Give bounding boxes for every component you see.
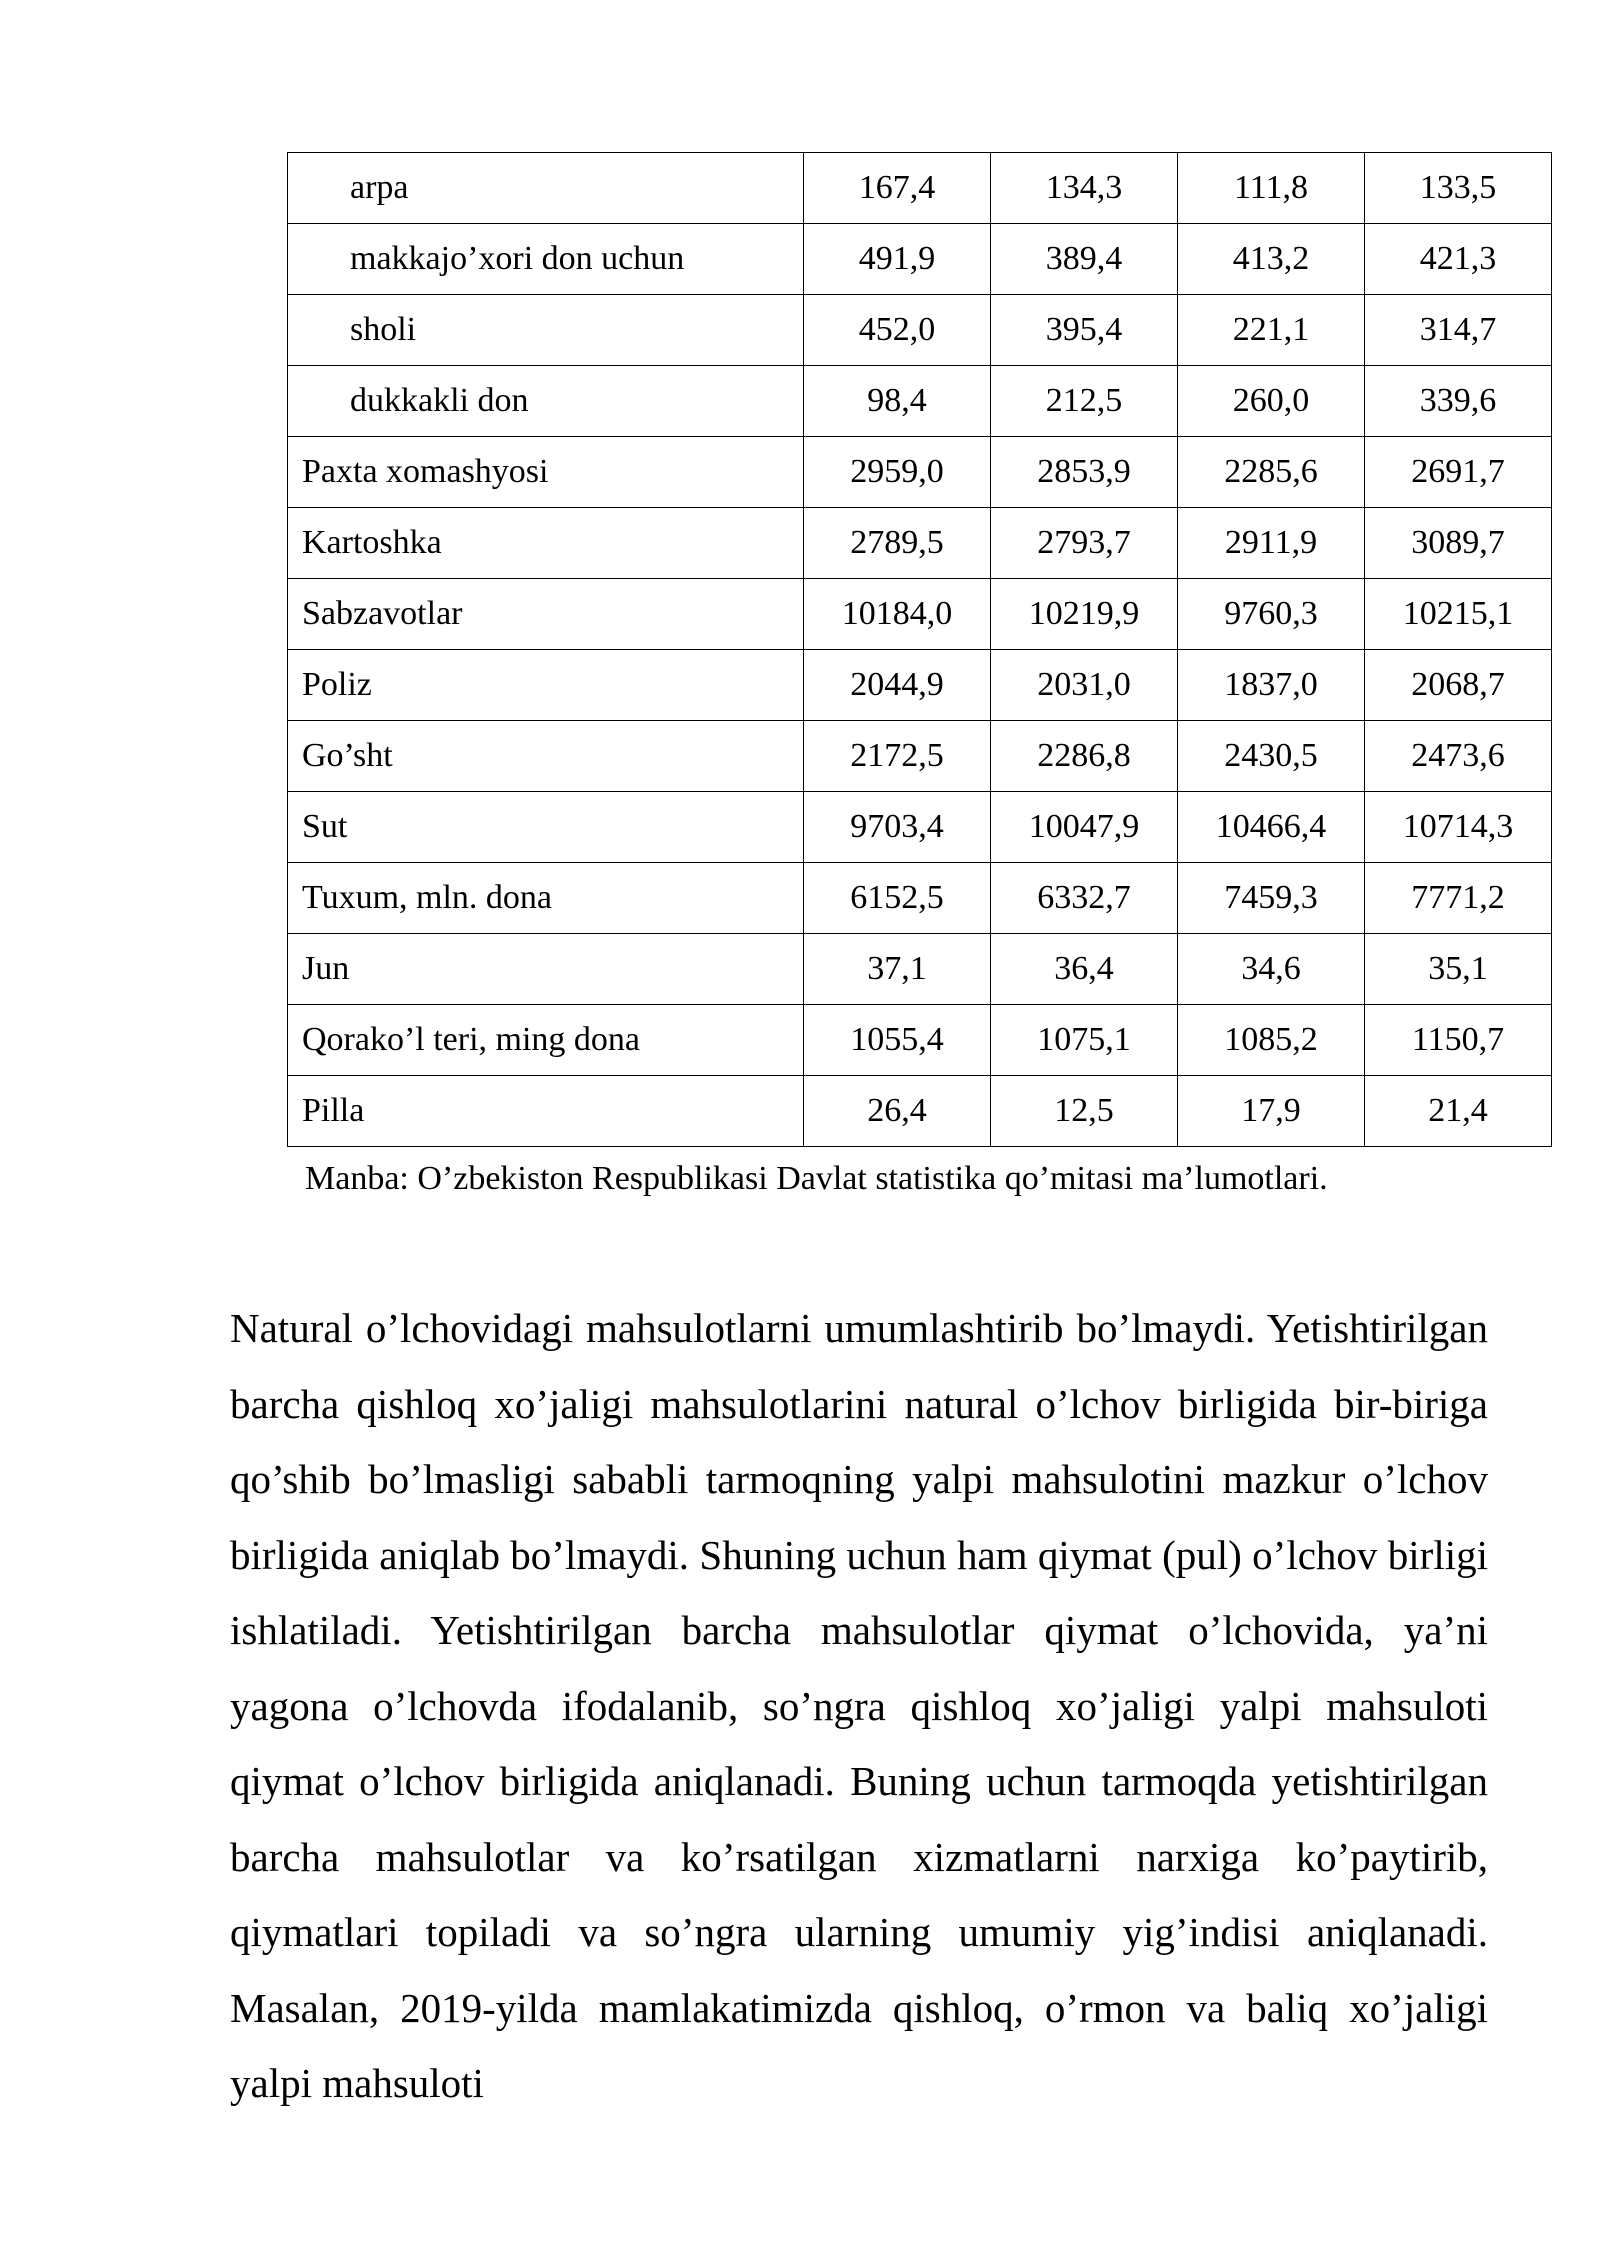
table-cell-value: 10215,1 <box>1365 579 1552 650</box>
table-cell-value: 167,4 <box>804 153 991 224</box>
table-cell-value: 314,7 <box>1365 295 1552 366</box>
table-cell-value: 10184,0 <box>804 579 991 650</box>
table-cell-value: 21,4 <box>1365 1076 1552 1147</box>
table-cell-value: 36,4 <box>991 934 1178 1005</box>
table-row <box>288 1076 1552 1147</box>
table-row <box>288 295 1552 366</box>
table-row <box>288 650 1552 721</box>
row-label: Sabzavotlar <box>288 579 804 650</box>
table-cell-value: 389,4 <box>991 224 1178 295</box>
table-cell-value: 395,4 <box>991 295 1178 366</box>
row-label: Tuxum, mln. dona <box>288 863 804 934</box>
source-note: Manba: O’zbekiston Respublikasi Davlat statistika qo’mitasi ma’lumotlari. <box>305 1160 1328 1197</box>
table-cell-value: 134,3 <box>991 153 1178 224</box>
table-row <box>288 366 1552 437</box>
table-cell-value: 2959,0 <box>804 437 991 508</box>
table-cell-value: 2286,8 <box>991 721 1178 792</box>
table-cell-value: 7459,3 <box>1178 863 1365 934</box>
table-cell-value: 2691,7 <box>1365 437 1552 508</box>
table-cell-value: 34,6 <box>1178 934 1365 1005</box>
statistics-table <box>287 152 1552 1147</box>
table-row <box>288 508 1552 579</box>
table-cell-value: 2285,6 <box>1178 437 1365 508</box>
table-cell-value: 7771,2 <box>1365 863 1552 934</box>
table-row <box>288 153 1552 224</box>
table-row <box>288 437 1552 508</box>
row-label: sholi <box>288 295 804 366</box>
table-cell-value: 6152,5 <box>804 863 991 934</box>
body-paragraph-text: Natural o’lchovidagi mahsulotlarni umumlashtirib bo’lmaydi. Yetishtirilgan barcha qishloq xo’jaligi mahsulotlarini natural o’lchov birligida bir-biriga qo’shib bo’lmasligi sababli tarmoqning yalpi mahsulotini mazkur o’lchov birligida aniqlab bo’lmaydi. Shuning uchun ham qiymat (pul) o’lchov birligi ishlatiladi. Yetishtirilgan barcha mahsulotlar qiymat o’lchovida, ya’ni yagona o’lchovda ifodalanib, so’ngra qishloq xo’jaligi yalpi mahsuloti qiymat o’lchov birligida aniqlanadi. Buning uchun tarmoqda yetishtirilgan barcha mahsulotlar va ko’rsatilgan xizmatlarni narxiga ko’paytirib, qiymatlari topiladi va so’ngra ularning umumiy yig’indisi aniqlanadi. Masalan, 2019-yilda mamlakatimizda qishloq, o’rmon va baliq xo’jaligi yalpi mahsuloti <box>230 1305 1488 2106</box>
row-label: Pilla <box>288 1076 804 1147</box>
table-cell-value: 413,2 <box>1178 224 1365 295</box>
table-cell-value: 2789,5 <box>804 508 991 579</box>
row-label: Jun <box>288 934 804 1005</box>
row-label: Go’sht <box>288 721 804 792</box>
table-cell-value: 421,3 <box>1365 224 1552 295</box>
table-cell-value: 1055,4 <box>804 1005 991 1076</box>
table-cell-value: 212,5 <box>991 366 1178 437</box>
table-cell-value: 2911,9 <box>1178 508 1365 579</box>
table-cell-value: 339,6 <box>1365 366 1552 437</box>
table-row <box>288 721 1552 792</box>
body-paragraph <box>230 1291 1488 2122</box>
table-cell-value: 260,0 <box>1178 366 1365 437</box>
table-cell-value: 10466,4 <box>1178 792 1365 863</box>
row-label: dukkakli don <box>288 366 804 437</box>
table-cell-value: 12,5 <box>991 1076 1178 1147</box>
table-cell-value: 1837,0 <box>1178 650 1365 721</box>
table-row <box>288 224 1552 295</box>
table-cell-value: 2793,7 <box>991 508 1178 579</box>
table-cell-value: 2068,7 <box>1365 650 1552 721</box>
table-cell-value: 6332,7 <box>991 863 1178 934</box>
table-row <box>288 792 1552 863</box>
table-cell-value: 98,4 <box>804 366 991 437</box>
table-cell-value: 2473,6 <box>1365 721 1552 792</box>
table-cell-value: 221,1 <box>1178 295 1365 366</box>
table-cell-value: 1150,7 <box>1365 1005 1552 1076</box>
table-cell-value: 26,4 <box>804 1076 991 1147</box>
table-cell-value: 133,5 <box>1365 153 1552 224</box>
table-cell-value: 111,8 <box>1178 153 1365 224</box>
table-cell-value: 1085,2 <box>1178 1005 1365 1076</box>
table-row <box>288 1005 1552 1076</box>
table-cell-value: 9760,3 <box>1178 579 1365 650</box>
row-label: Paxta xomashyosi <box>288 437 804 508</box>
row-label: arpa <box>288 153 804 224</box>
table-cell-value: 2172,5 <box>804 721 991 792</box>
table-row <box>288 863 1552 934</box>
table-cell-value: 2031,0 <box>991 650 1178 721</box>
table-cell-value: 10047,9 <box>991 792 1178 863</box>
table-row <box>288 579 1552 650</box>
table-cell-value: 2853,9 <box>991 437 1178 508</box>
row-label: Poliz <box>288 650 804 721</box>
table-cell-value: 2044,9 <box>804 650 991 721</box>
row-label: Qorako’l teri, ming dona <box>288 1005 804 1076</box>
table-cell-value: 35,1 <box>1365 934 1552 1005</box>
table-cell-value: 17,9 <box>1178 1076 1365 1147</box>
row-label: Sut <box>288 792 804 863</box>
row-label: Kartoshka <box>288 508 804 579</box>
table-cell-value: 452,0 <box>804 295 991 366</box>
table-cell-value: 3089,7 <box>1365 508 1552 579</box>
table-cell-value: 491,9 <box>804 224 991 295</box>
table-cell-value: 10714,3 <box>1365 792 1552 863</box>
table-cell-value: 37,1 <box>804 934 991 1005</box>
table-row <box>288 934 1552 1005</box>
table-cell-value: 1075,1 <box>991 1005 1178 1076</box>
row-label: makkajo’xori don uchun <box>288 224 804 295</box>
table-cell-value: 9703,4 <box>804 792 991 863</box>
statistics-table-body <box>288 153 1552 1147</box>
table-cell-value: 2430,5 <box>1178 721 1365 792</box>
table-cell-value: 10219,9 <box>991 579 1178 650</box>
